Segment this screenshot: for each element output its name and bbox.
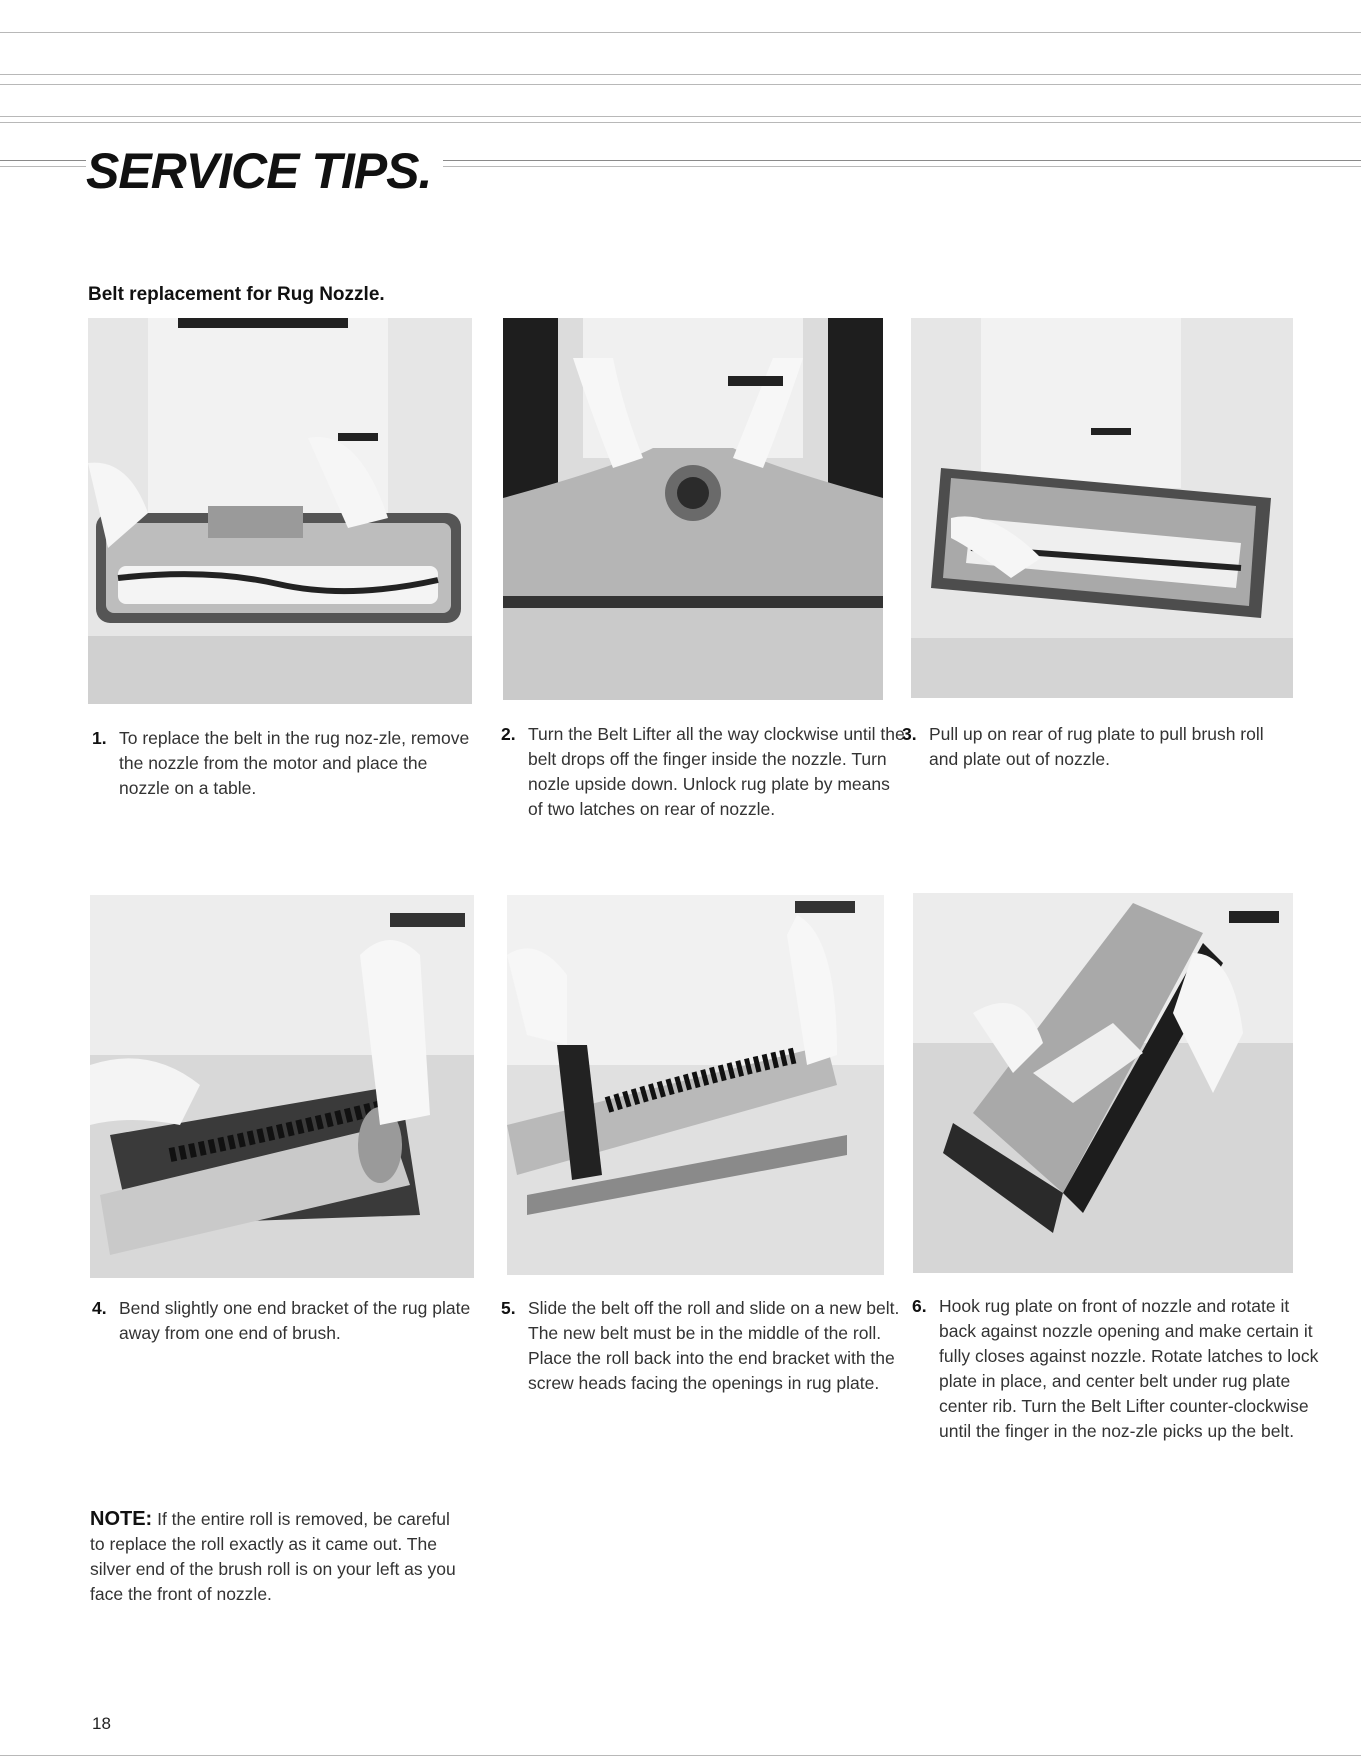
page-bottom-rule (0, 1755, 1361, 1756)
header-rule (0, 74, 1361, 75)
step-5-text (501, 1296, 908, 1396)
page-title: SERVICE TIPS. (86, 142, 443, 200)
step-5-body: Slide the belt off the roll and slide on a new belt. The new belt must be in the middle of the roll. Place the roll back into the end bracket with the screw heads facing the openings in rug plate. (528, 1298, 900, 1393)
step-6-body: Hook rug plate on front of nozzle and rotate it back against nozzle opening and make certain it fully closes against nozzle. Rotate latches to lock plate in place, and center belt under rug plate center rib. Turn the Belt Lifter counter-clockwise until the finger in the noz-zle picks up the belt. (939, 1296, 1319, 1441)
step-4-text (92, 1296, 489, 1346)
header-rule (0, 84, 1361, 85)
header-rule (0, 32, 1361, 33)
step-3-text (902, 722, 1289, 772)
step-4-number: 4. (92, 1298, 107, 1318)
note-block (90, 1507, 462, 1607)
step-2-body: Turn the Belt Lifter all the way clockwise until the belt drops off the finger inside the nozzle. Turn nozle upside down. Unlock rug plate by means of two latches on rear of nozzle. (528, 724, 905, 819)
step-4-body: Bend slightly one end bracket of the rug plate away from one end of brush. (119, 1298, 471, 1343)
step-2-number: 2. (501, 724, 516, 744)
step-5-number: 5. (501, 1298, 516, 1318)
step-2-text (501, 722, 908, 822)
step-4-photo (90, 895, 474, 1278)
step-2-photo (503, 318, 883, 700)
step-6-photo (913, 893, 1293, 1273)
step-3-photo (911, 318, 1293, 698)
step-1-number: 1. (92, 728, 107, 748)
step-1-body: To replace the belt in the rug noz-zle, remove the nozzle from the motor and place the nozzle on a table. (119, 728, 470, 798)
note-text: If the entire roll is removed, be careful to replace the roll exactly as it came out. The silver end of the brush roll is on your left as you face the front of nozzle. (90, 1509, 456, 1604)
step-6-text (912, 1294, 1319, 1444)
step-1-photo (88, 318, 472, 704)
page-number: 18 (92, 1714, 111, 1733)
step-5-photo (507, 895, 884, 1275)
header-rule (0, 122, 1361, 123)
step-1-text (92, 726, 479, 801)
step-6-number: 6. (912, 1296, 927, 1316)
step-3-number: 3. (902, 724, 917, 744)
header-rule (0, 116, 1361, 117)
step-3-body: Pull up on rear of rug plate to pull brush roll and plate out of nozzle. (929, 724, 1264, 769)
note-label: NOTE: (90, 1508, 153, 1530)
section-subtitle: Belt replacement for Rug Nozzle. (88, 284, 385, 305)
